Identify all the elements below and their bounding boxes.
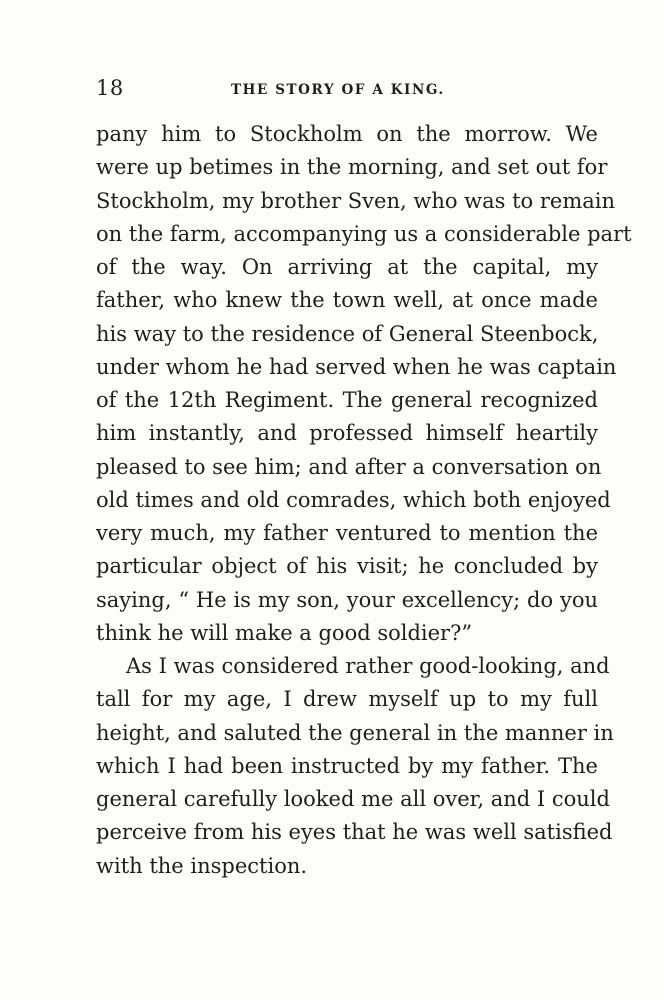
body-text [96,118,632,883]
running-head: THE STORY OF A KING. [231,82,445,98]
text-line: very much, my father ventured to mention the [96,521,598,545]
text-line: perceive from his eyes that he was well satisfied [96,820,613,845]
text-line: with the inspection. [96,853,308,878]
paragraph-2 [96,650,614,883]
text-line: were up betimes in the morning, and set out for [96,155,608,180]
text-line: him instantly, and professed himself heartily [96,421,598,446]
text-line: of the way. On arriving at the capital, my [96,255,598,279]
text-line: pany him to Stockholm on the morrow. We [96,122,598,146]
page-number: 18 [96,76,124,100]
text-line: general carefully looked me all over, and I could [96,787,610,811]
text-line: Stockholm, my brother Sven, who was to remain [96,188,616,213]
text-line: father, who knew the town well, at once made [96,288,598,313]
text-line: of the 12th Regiment. The general recognized [96,388,598,412]
text-line: particular object of his visit; he concluded by [96,554,598,579]
text-line: which I had been instructed by my father. The [96,753,598,778]
paragraph-1 [96,118,632,650]
page-header [96,76,598,104]
text-line: under whom he had served when he was captain [96,354,617,379]
text-line: tall for my age, I drew myself up to my full [96,687,598,712]
text-line: think he will make a good soldier?” [96,620,473,645]
text-line: As I was considered rather good-looking, and [126,654,610,678]
text-line: old times and old comrades, which both enjoyed [96,487,611,512]
text-line: his way to the residence of General Steenbock, [96,321,599,346]
text-line: height, and saluted the general in the manner in [96,720,614,745]
text-line: pleased to see him; and after a conversation on [96,454,602,479]
text-line: on the farm, accompanying us a considerable part [96,221,632,246]
text-line: saying, “ He is my son, your excellency; do you [96,587,598,612]
